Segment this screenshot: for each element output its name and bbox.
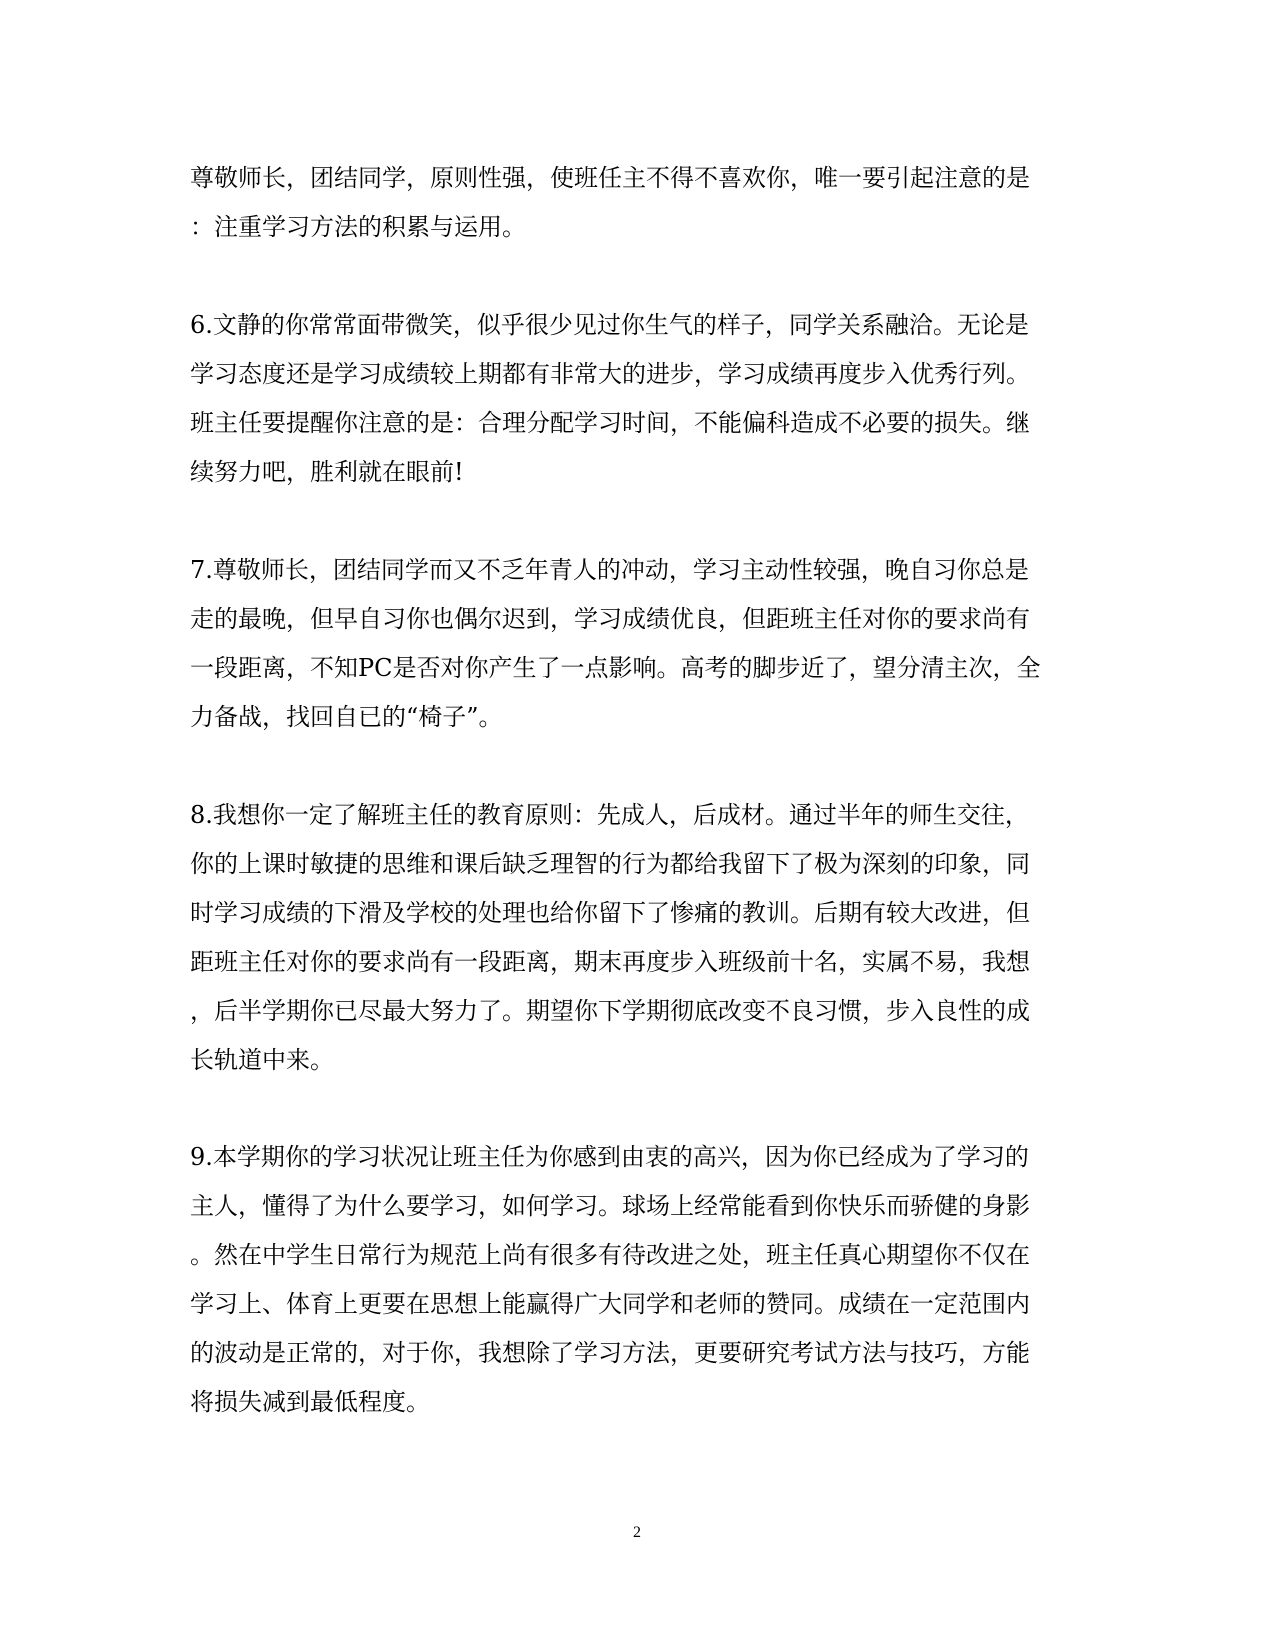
paragraph-line: ：注重学习方法的积累与运用。 [190,213,526,241]
paragraph-line: 主人，懂得了为什么要学习，如何学习。球场上经常能看到你快乐而骄健的身影 [190,1192,1030,1220]
paragraph-line: 6.文静的你常常面带微笑，似乎很少见过你生气的样子，同学关系融洽。无论是 [190,311,1029,339]
paragraph-line: 将损失减到最低程度。 [190,1388,430,1416]
paragraph-line: 尊敬师长，团结同学，原则性强，使班任主不得不喜欢你，唯一要引起注意的是 [190,164,1030,192]
paragraph-line: 一段距离，不知PC是否对你产生了一点影响。高考的脚步近了，望分清主次，全 [190,654,1041,682]
paragraph-line: 时学习成绩的下滑及学校的处理也给你留下了惨痛的教训。后期有较大改进，但 [190,899,1030,927]
comment-paragraph-6 [190,301,1070,497]
paragraph-line: 距班主任对你的要求尚有一段距离，期末再度步入班级前十名，实属不易，我想 [190,948,1030,976]
paragraph-line: 8.我想你一定了解班主任的教育原则：先成人，后成材。通过半年的师生交往， [190,801,1029,829]
paragraph-line: 学习态度还是学习成绩较上期都有非常大的进步，学习成绩再度步入优秀行列。 [190,360,1030,388]
paragraph-line: 7.尊敬师长，团结同学而又不乏年青人的冲动，学习主动性较强，晚自习你总是 [190,556,1029,584]
paragraph-line: 。然在中学生日常行为规范上尚有很多有待改进之处，班主任真心期望你不仅在 [190,1241,1030,1269]
comment-paragraph [190,154,1070,252]
paragraph-line: 的波动是正常的，对于你，我想除了学习方法，更要研究考试方法与技巧，方能 [190,1339,1030,1367]
paragraph-line: 力备战，找回自已的“椅子”。 [190,703,503,731]
paragraph-line: 学习上、体育上更要在思想上能赢得广大同学和老师的赞同。成绩在一定范围内 [190,1290,1030,1318]
comment-paragraph-9 [190,1133,1070,1427]
paragraph-line: ，后半学期你已尽最大努力了。期望你下学期彻底改变不良习惯，步入良性的成 [190,997,1030,1025]
page-number: 2 [633,1524,641,1541]
paragraph-line: 9.本学期你的学习状况让班主任为你感到由衷的高兴，因为你已经成为了学习的 [190,1143,1029,1171]
comment-paragraph-7 [190,546,1070,742]
paragraph-line: 你的上课时敏捷的思维和课后缺乏理智的行为都给我留下了极为深刻的印象，同 [190,850,1030,878]
comment-paragraph-8 [190,791,1070,1085]
paragraph-line: 续努力吧，胜利就在眼前! [190,458,464,486]
paragraph-line: 长轨道中来。 [190,1046,334,1074]
paragraph-line: 班主任要提醒你注意的是：合理分配学习时间，不能偏科造成不必要的损失。继 [190,409,1030,437]
paragraph-line: 走的最晚，但早自习你也偶尔迟到，学习成绩优良，但距班主任对你的要求尚有 [190,605,1030,633]
